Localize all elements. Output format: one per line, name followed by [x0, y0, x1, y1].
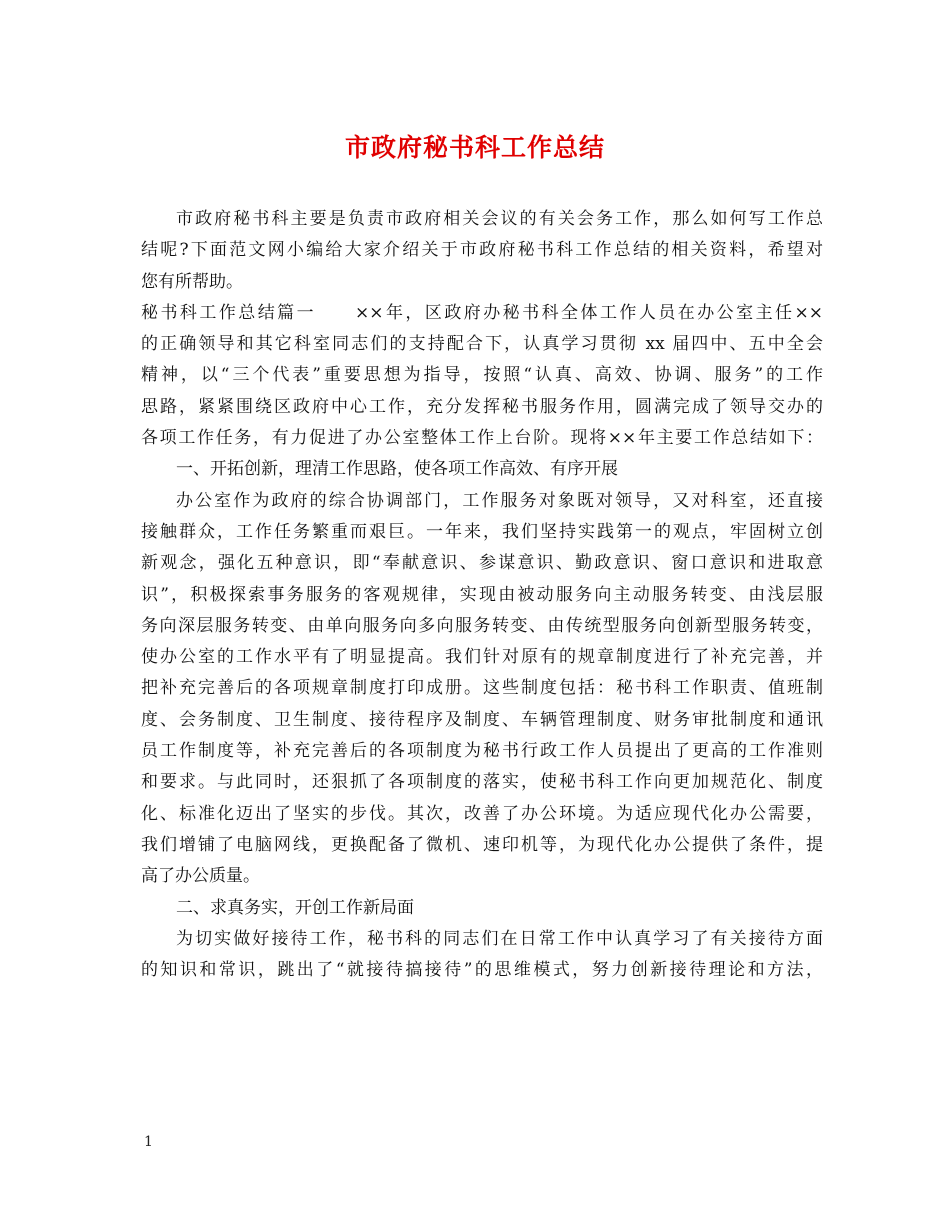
- body-line: 结呢?下面范文网小编给大家介绍关于市政府秘书科工作总结的相关资料，希望对: [141, 240, 823, 261]
- body-line: 新观念，强化五种意识，即“奉献意识、参谋意识、勤政意识、窗口意识和进取意: [141, 553, 823, 574]
- document-title: 市政府秘书科工作总结: [344, 133, 605, 162]
- body-line: 务向深层服务转变、由单向服务向多向服务转变、由传统型服务向创新型服务转变，: [141, 615, 823, 636]
- body-line: 各项工作任务，有力促进了办公室整体工作上台阶。现将××年主要工作总结如下：: [141, 428, 823, 449]
- document-body: [141, 204, 823, 986]
- body-line: 化、标准化迈出了坚实的步伐。其次，改善了办公环境。为适应现代化办公需要，: [141, 803, 823, 824]
- body-line: 市政府秘书科主要是负责市政府相关会议的有关会务工作，那么如何写工作总: [176, 209, 823, 229]
- body-line: 使办公室的工作水平有了明显提高。我们针对原有的规章制度进行了补充完善，并: [141, 647, 823, 668]
- body-line: 二、求真务实，开创工作新局面: [176, 897, 414, 918]
- body-line: 办公室作为政府的综合协调部门，工作服务对象既对领导，又对科室，还直接: [176, 490, 823, 511]
- body-line: 为切实做好接待工作，秘书科的同志们在日常工作中认真学习了有关接待方面: [176, 928, 823, 949]
- body-line: 接触群众，工作任务繁重而艰巨。一年来，我们坚持实践第一的观点，牢固树立创: [141, 521, 823, 542]
- body-line: 您有所帮助。: [141, 271, 243, 292]
- body-line: 的知识和常识，跳出了“就接待搞接待”的思维模式，努力创新接待理论和方法，: [141, 960, 823, 981]
- body-line: 识”，积极探索事务服务的客观规律，实现由被动服务向主动服务转变、由浅层服: [141, 584, 823, 605]
- body-line: 高了办公质量。: [141, 866, 260, 887]
- body-line: 精神，以“三个代表”重要思想为指导，按照“认真、高效、协调、服务”的工作: [141, 365, 823, 386]
- body-line: 的正确领导和其它科室同志们的支持配合下，认真学习贯彻 xx 届四中、五中全会: [141, 334, 823, 355]
- body-line: 和要求。与此同时，还狠抓了各项制度的落实，使秘书科工作向更加规范化、制度: [141, 772, 823, 793]
- page-number: 1: [144, 1134, 153, 1150]
- body-line: 把补充完善后的各项规章制度打印成册。这些制度包括：秘书科工作职责、值班制: [141, 678, 823, 699]
- body-line: 度、会务制度、卫生制度、接待程序及制度、车辆管理制度、财务审批制度和通讯: [141, 709, 823, 730]
- body-line: 秘书科工作总结篇一 ××年，区政府办秘书科全体工作人员在办公室主任××: [141, 302, 823, 323]
- body-line: 一、开拓创新，理清工作思路，使各项工作高效、有序开展: [176, 459, 618, 480]
- body-line: 我们增铺了电脑网线，更换配备了微机、速印机等，为现代化办公提供了条件，提: [141, 834, 823, 855]
- body-line: 思路，紧紧围绕区政府中心工作，充分发挥秘书服务作用，圆满完成了领导交办的: [141, 396, 823, 417]
- body-line: 员工作制度等，补充完善后的各项制度为秘书行政工作人员提出了更高的工作准则: [141, 741, 823, 762]
